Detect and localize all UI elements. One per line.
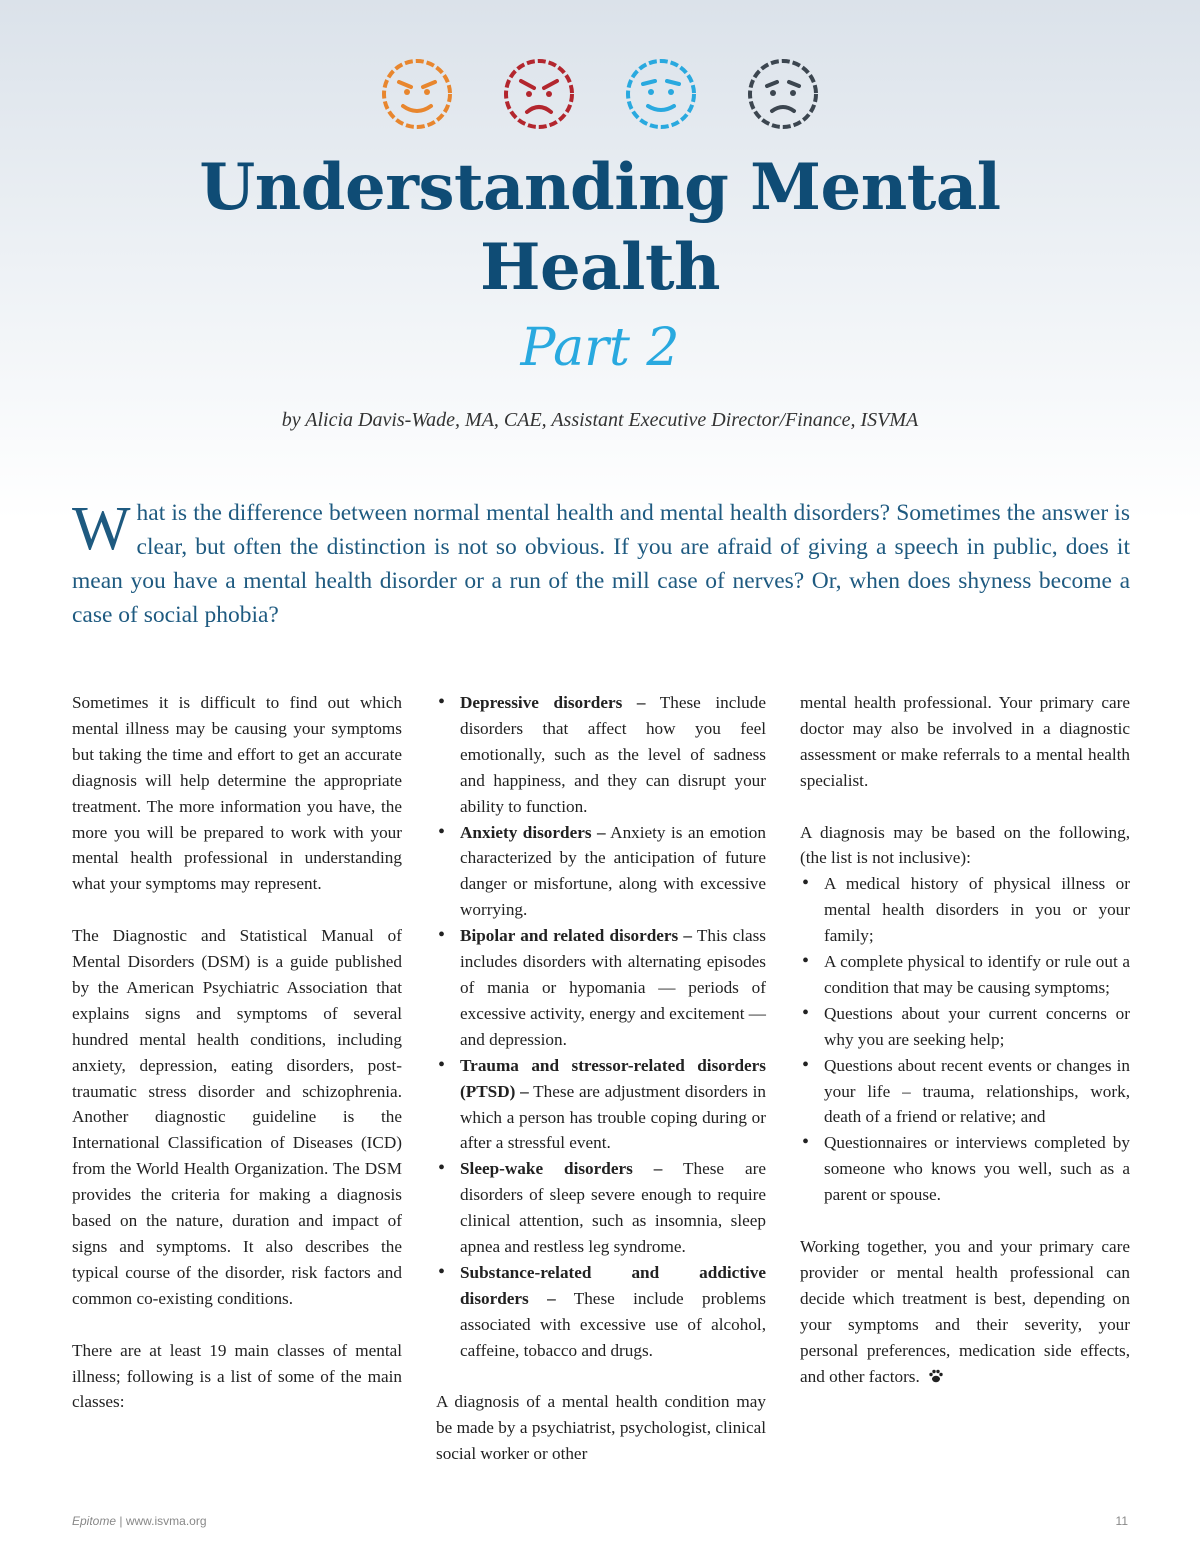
article-title: Understanding Mental Health (199, 150, 1001, 305)
list-item: • A complete physical to identify or rule out a condition that may be causing symptoms; (800, 949, 1130, 1001)
paragraph (800, 1234, 1130, 1389)
nervous-smile-face-icon (623, 56, 699, 132)
closing-text: Working together, you and your primary care provider or mental health professional can decide which treatment is best, depending on your symptoms and their severity, your personal preferences, medication side effects, and other factors. (800, 1237, 1130, 1386)
dropcap: W (72, 495, 131, 563)
page-number: 11 (1115, 1514, 1128, 1528)
paragraph: Sometimes it is difficult to find out which mental illness may be causing your symptoms but taking the time and effort to get an accurate diagnosis will help determine the appropriate treatment. The more information you have, the more you will be prepared to work with your mental health professional in understanding what your symptoms may represent. (72, 693, 402, 894)
list-item-term: Depressive disorders – (460, 693, 646, 712)
list-item: • Questionnaires or interviews completed by someone who knows you well, such as a parent or spouse. (800, 1130, 1130, 1208)
publication-url: www.isvma.org (125, 1514, 207, 1528)
list-item-term: Trauma and stressor-related disorders (PTSD) – (460, 1055, 766, 1101)
list-item-desc: These are disorders of sleep severe enough to require clinical attention, such as insomnia, sleep apnea and restless leg syndrome. (460, 1159, 766, 1257)
footer-publication (72, 1514, 207, 1528)
angry-face-icon (501, 56, 577, 132)
article-subtitle: Part 2 (520, 318, 680, 378)
list-item (436, 690, 766, 820)
list-item: • A medical history of physical illness or mental health disorders in you or your family; (800, 871, 1130, 949)
paragraph: mental health professional. Your primary care doctor may also be involved in a diagnostic assessment or make referrals to a mental health specialist. (800, 693, 1130, 790)
mental-illness-classes-list (436, 690, 766, 1364)
paragraph: A diagnosis may be based on the following, (the list is not inclusive): (800, 822, 1130, 868)
list-item-desc: Anxiety is an emotion characterized by the anticipation of future danger or misfortune, along with excessive worrying. (460, 822, 766, 920)
list-item-term: Anxiety disorders – (460, 822, 606, 842)
column-2 (436, 690, 766, 1467)
paragraph: The Diagnostic and Statistical Manual of Mental Disorders (DSM) is a guide published by the American Psychiatric Association that explains signs and symptoms of several hundred mental health conditions, including anxiety, depression, eating disorders, post-traumatic stress disorder and schizophrenia. Another diagnostic guideline is the International Classification of Diseases (ICD) from the World Health Organization. The DSM provides the criteria for making a diagnosis based on the nature, duration and impact of signs and symptoms. It also describes the typical course of the disorder, risk factors and common co-existing conditions. (72, 926, 402, 1308)
list-item-desc: These include problems associated with excessive use of alcohol, caffeine, tobacco and drugs. (460, 1288, 766, 1360)
list-item (436, 820, 766, 924)
angry-smirk-face-icon (379, 56, 455, 132)
intro-text: hat is the difference between normal mental health and mental health disorders? Sometimes the answer is clear, but often the distinction is not so obvious. If you are afraid of giving a speech in public, does it mean you have a mental health disorder or a run of the mill case of nerves? Or, when does shyness become a case of social phobia? (72, 500, 1130, 628)
paragraph: A diagnosis of a mental health condition may be made by a psychiatrist, psychologist, clinical social worker or other (436, 1392, 766, 1464)
list-item (436, 923, 766, 1053)
article-byline: by Alicia Davis-Wade, MA, CAE, Assistant Executive Director/Finance, ISVMA (281, 409, 919, 431)
mood-faces-row (0, 56, 1200, 132)
list-item-term: Substance-related and addictive disorders – (460, 1262, 766, 1308)
list-item-term: Sleep-wake disorders – (460, 1159, 663, 1179)
list-item (436, 1260, 766, 1364)
sad-face-icon (745, 56, 821, 132)
list-item-desc: These include disorders that affect how you feel emotionally, such as the level of sadness and happiness, and they can disrupt your ability to function. (460, 693, 766, 816)
publication-name: Epitome (72, 1514, 117, 1528)
column-1 (72, 690, 402, 1415)
paragraph: There are at least 19 main classes of mental illness; following is a list of some of the main classes: (72, 1340, 402, 1412)
list-item-desc: This class includes disorders with alternating episodes of mania or hypomania — periods of excessive activity, energy and excitement — and depression. (460, 926, 766, 1049)
list-item (436, 1053, 766, 1157)
list-item-desc: These are adjustment disorders in which a person has trouble coping during or after a stressful event. (460, 1081, 766, 1153)
list-item: • Questions about recent events or changes in your life – trauma, relationships, work, death of a friend or relative; and (800, 1053, 1130, 1131)
list-item (436, 1156, 766, 1260)
intro-paragraph (72, 496, 1130, 632)
column-3 (800, 690, 1130, 1389)
diagnosis-bases-list (800, 871, 1130, 1208)
list-item: • Questions about your current concerns or why you are seeking help; (800, 1001, 1130, 1053)
footer-separator: | (116, 1514, 126, 1528)
list-item-term: Bipolar and related disorders – (460, 926, 692, 946)
paw-icon (928, 1368, 944, 1384)
